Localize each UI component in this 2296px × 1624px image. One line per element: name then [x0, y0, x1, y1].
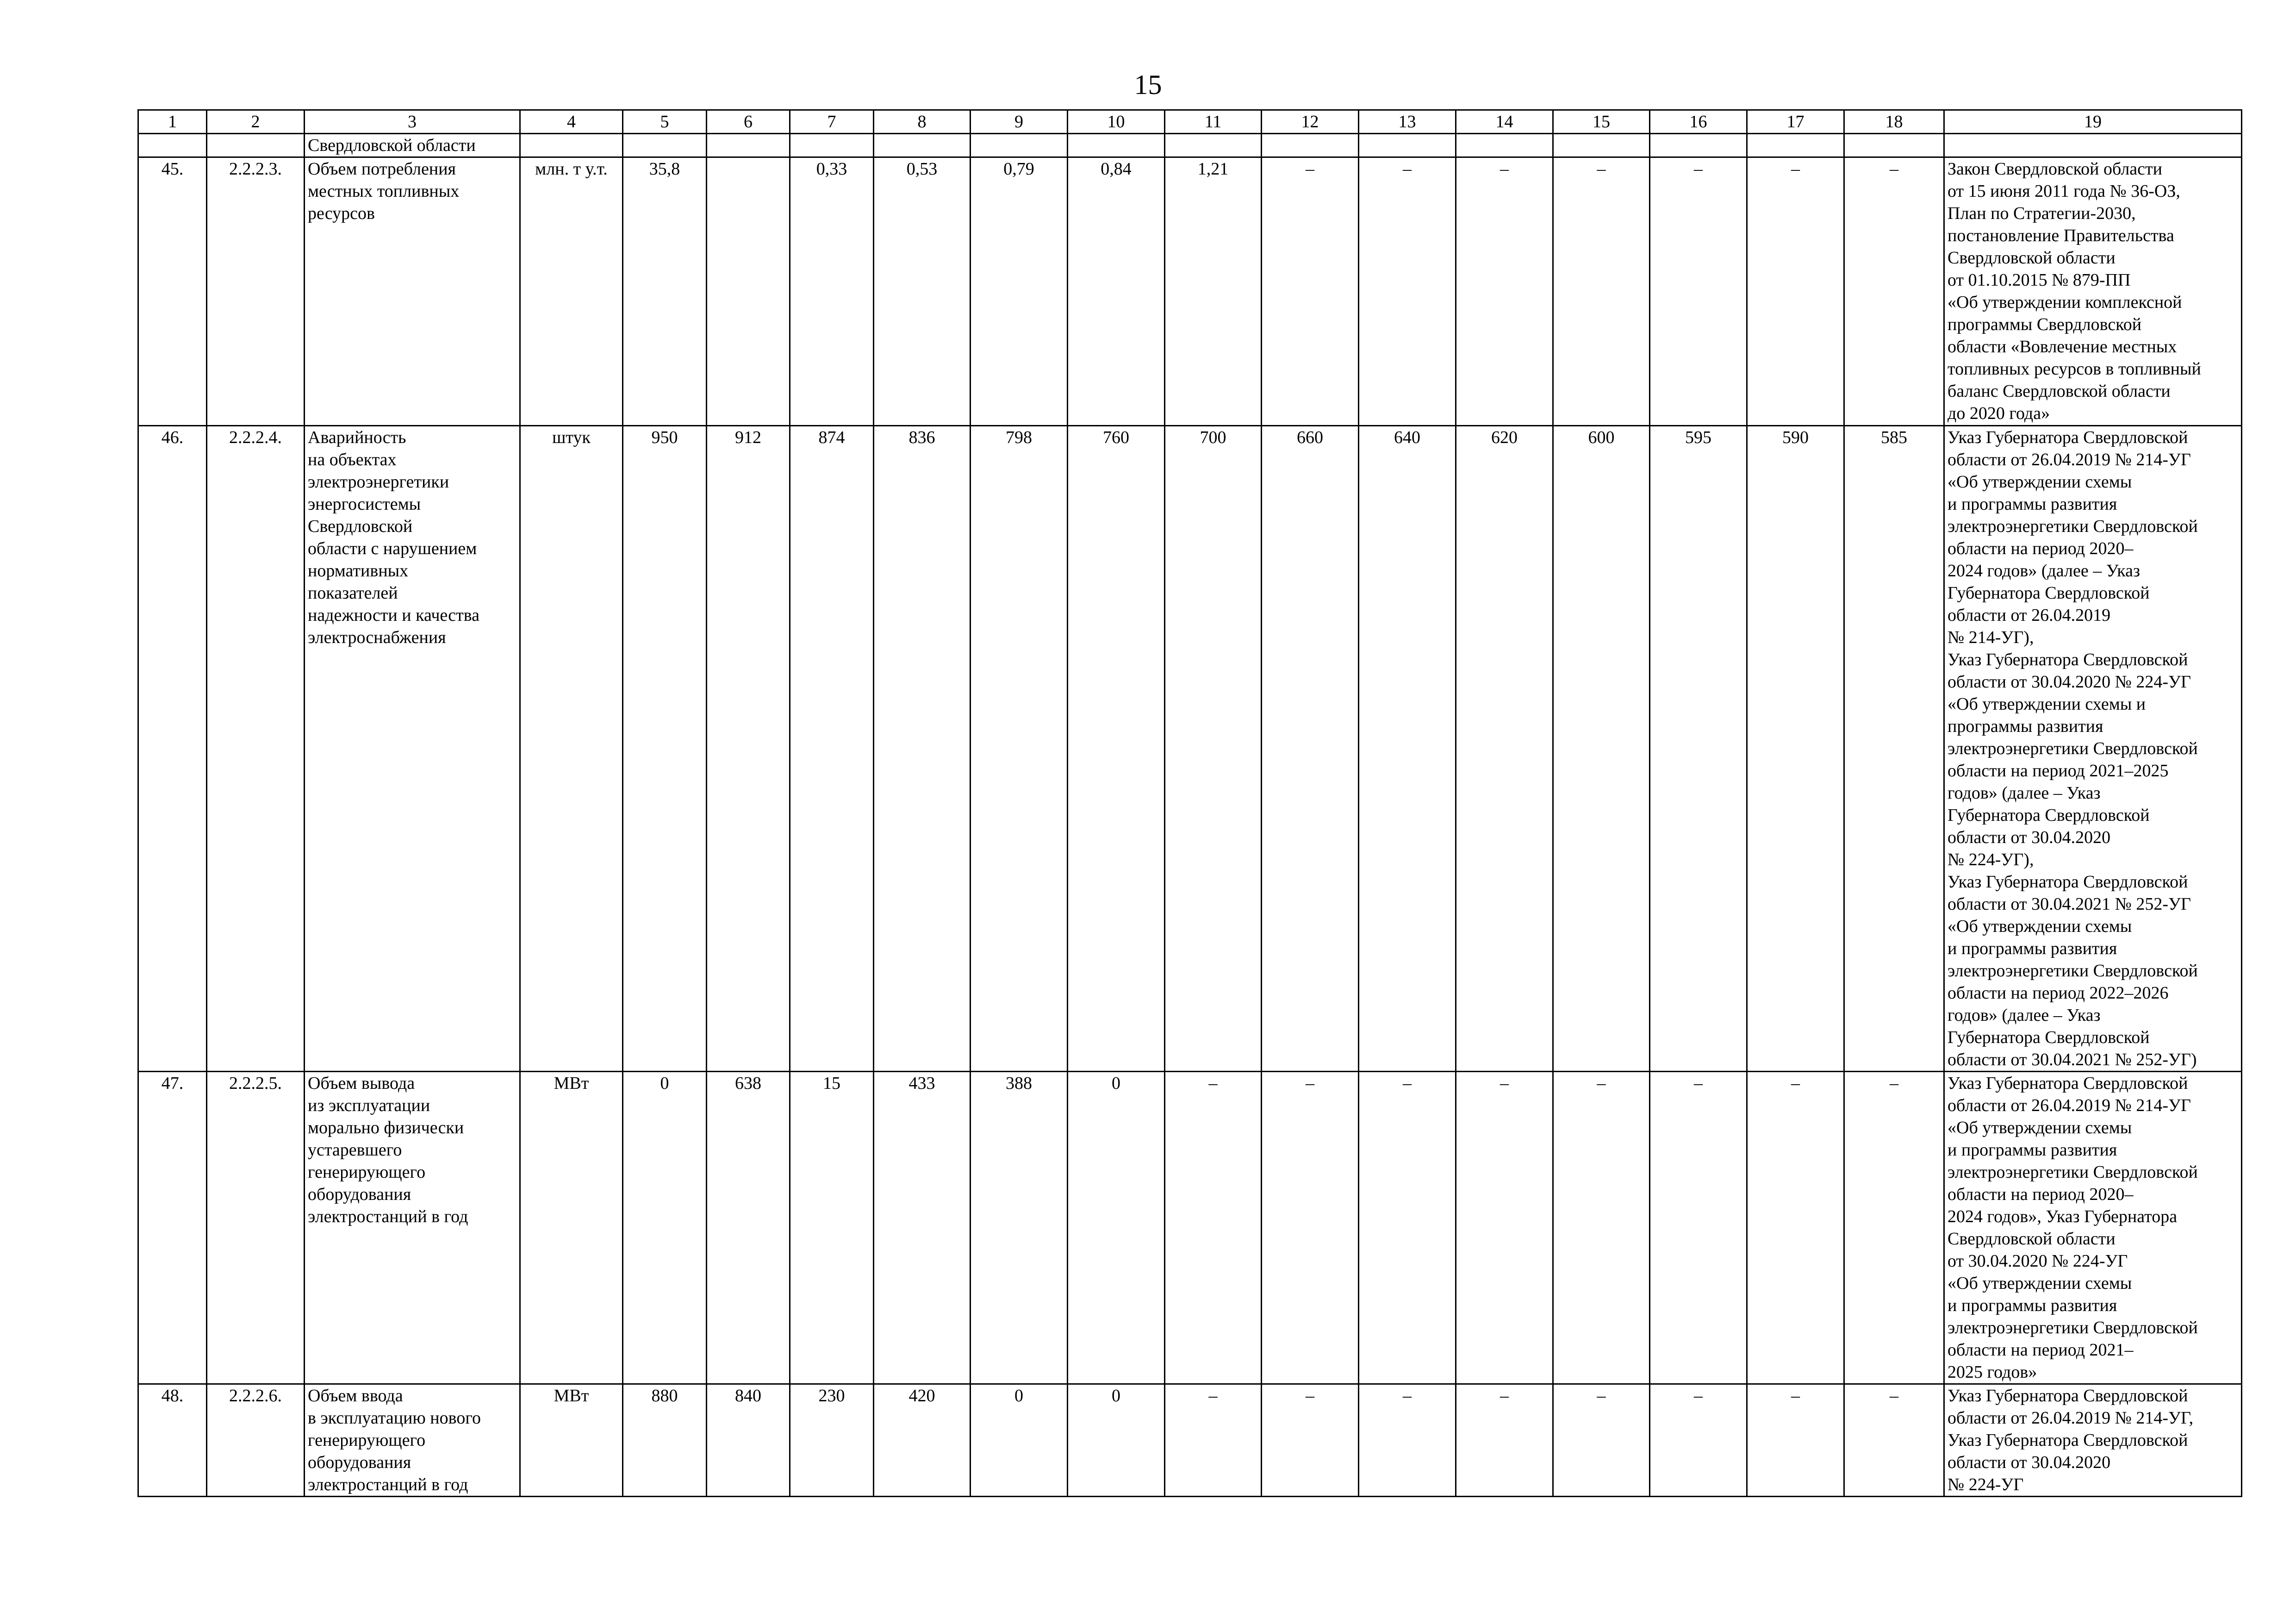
value-cell: 760 — [1068, 426, 1165, 1072]
cell-empty — [138, 134, 207, 157]
indicator-code: 2.2.2.3. — [207, 157, 305, 426]
value-cell: 874 — [790, 426, 874, 1072]
value-cell: – — [1553, 1384, 1650, 1497]
column-number-6: 6 — [707, 110, 790, 134]
value-cell: – — [1456, 1384, 1553, 1497]
indicator-name: Аварийность на объектах электроэнергетики энергосистемы Свердловской области с нарушением нормативных показателей надежности и качества электроснабжения — [305, 426, 520, 1072]
source-document: Указ Губернатора Свердловской области от 26.04.2019 № 214-УГ «Об утверждении схемы и программы развития электроэнергетики Свердловской области на период 2020– 2024 годов» (далее – Указ Губернатора Свердловской области от 26.04.2019 № 214-УГ), Указ Губернатора Свердловской области от 30.04.2020 № 224-УГ «Об утверждении схемы и программы развития электроэнергетики Свердловской области на период 2021–2025 годов» (далее – Указ Губернатора Свердловской области от 30.04.2020 № 224-УГ), Указ Губернатора Свердловской области от 30.04.2021 № 252-УГ «Об утверждении схемы и программы развития электроэнергетики Свердловской области на период 2022–2026 годов» (далее – Указ Губернатора Свердловской области от 30.04.2021 № 252-УГ) — [1944, 426, 2242, 1072]
table-row — [138, 426, 2242, 1072]
value-cell: 700 — [1165, 426, 1262, 1072]
indicator-code: 2.2.2.5. — [207, 1072, 305, 1384]
indicator-table — [137, 109, 2242, 1497]
column-number-19: 19 — [1944, 110, 2242, 134]
indicator-code: 2.2.2.4. — [207, 426, 305, 1072]
row-number: 47. — [138, 1072, 207, 1384]
value-cell: – — [1747, 1072, 1844, 1384]
unit-of-measure: МВт — [520, 1072, 623, 1384]
value-cell: 0,53 — [874, 157, 971, 426]
column-number-18: 18 — [1844, 110, 1944, 134]
column-number-14: 14 — [1456, 110, 1553, 134]
value-cell: 590 — [1747, 426, 1844, 1072]
value-cell: 836 — [874, 426, 971, 1072]
column-number-8: 8 — [874, 110, 971, 134]
value-cell: – — [1747, 1384, 1844, 1497]
column-number-7: 7 — [790, 110, 874, 134]
unit-of-measure: штук — [520, 426, 623, 1072]
value-cell: – — [1747, 157, 1844, 426]
column-number-15: 15 — [1553, 110, 1650, 134]
unit-of-measure: МВт — [520, 1384, 623, 1497]
value-cell: 0 — [623, 1072, 707, 1384]
value-cell: 880 — [623, 1384, 707, 1497]
value-cell: 1,21 — [1165, 157, 1262, 426]
value-cell: – — [1844, 1072, 1944, 1384]
value-cell: 660 — [1262, 426, 1359, 1072]
table-row — [138, 1384, 2242, 1497]
indicator-name: Объем вывода из эксплуатации морально физически устаревшего генерирующего оборудования электростанций в год — [305, 1072, 520, 1384]
value-cell: – — [1262, 1384, 1359, 1497]
unit-of-measure: млн. т у.т. — [520, 157, 623, 426]
value-cell: – — [1456, 1072, 1553, 1384]
value-cell: 912 — [707, 426, 790, 1072]
column-number-16: 16 — [1650, 110, 1747, 134]
source-document: Указ Губернатора Свердловской области от 26.04.2019 № 214-УГ, Указ Губернатора Свердловской области от 30.04.2020 № 224-УГ — [1944, 1384, 2242, 1497]
value-cell: – — [1359, 1384, 1456, 1497]
continuation-row — [138, 134, 2242, 157]
column-number-2: 2 — [207, 110, 305, 134]
value-cell: 638 — [707, 1072, 790, 1384]
value-cell: 0,79 — [971, 157, 1068, 426]
value-cell: 0 — [1068, 1384, 1165, 1497]
value-cell: 15 — [790, 1072, 874, 1384]
indicator-name: Объем ввода в эксплуатацию нового генерирующего оборудования электростанций в год — [305, 1384, 520, 1497]
column-number-row — [138, 110, 2242, 134]
value-cell: 433 — [874, 1072, 971, 1384]
column-number-13: 13 — [1359, 110, 1456, 134]
column-number-3: 3 — [305, 110, 520, 134]
value-cell: – — [1553, 157, 1650, 426]
column-number-17: 17 — [1747, 110, 1844, 134]
value-cell: – — [1359, 1072, 1456, 1384]
value-cell: – — [1650, 1384, 1747, 1497]
value-cell: 798 — [971, 426, 1068, 1072]
row-number: 46. — [138, 426, 207, 1072]
table-row — [138, 1072, 2242, 1384]
value-cell: – — [1165, 1384, 1262, 1497]
cell-empty — [207, 134, 305, 157]
page-number: 15 — [1134, 69, 1162, 100]
value-cell: – — [1844, 1384, 1944, 1497]
indicator-name: Объем потребления местных топливных ресурсов — [305, 157, 520, 426]
value-cell: 0,84 — [1068, 157, 1165, 426]
value-cell: 388 — [971, 1072, 1068, 1384]
column-number-12: 12 — [1262, 110, 1359, 134]
value-cell: – — [1844, 157, 1944, 426]
value-cell: 230 — [790, 1384, 874, 1497]
value-cell: – — [1359, 157, 1456, 426]
value-cell: 35,8 — [623, 157, 707, 426]
value-cell: – — [1262, 157, 1359, 426]
value-cell: – — [1650, 157, 1747, 426]
value-cell: 950 — [623, 426, 707, 1072]
continuation-text: Свердловской области — [305, 134, 520, 157]
column-number-4: 4 — [520, 110, 623, 134]
value-cell: 640 — [1359, 426, 1456, 1072]
value-cell: – — [1456, 157, 1553, 426]
value-cell: – — [1553, 1072, 1650, 1384]
column-number-10: 10 — [1068, 110, 1165, 134]
value-cell: 585 — [1844, 426, 1944, 1072]
value-cell: 595 — [1650, 426, 1747, 1072]
column-number-1: 1 — [138, 110, 207, 134]
column-number-5: 5 — [623, 110, 707, 134]
value-cell: 620 — [1456, 426, 1553, 1072]
value-cell: 0 — [1068, 1072, 1165, 1384]
value-cell — [707, 157, 790, 426]
value-cell: 420 — [874, 1384, 971, 1497]
value-cell: 0,33 — [790, 157, 874, 426]
source-document: Закон Свердловской области от 15 июня 2011 года № 36-ОЗ, План по Стратегии-2030, постановление Правительства Свердловской области от 01.10.2015 № 879-ПП «Об утверждении комплексной программы Свердловской области «Вовлечение местных топливных ресурсов в топливный баланс Свердловской области до 2020 года» — [1944, 157, 2242, 426]
indicator-code: 2.2.2.6. — [207, 1384, 305, 1497]
column-number-9: 9 — [971, 110, 1068, 134]
table-row — [138, 157, 2242, 426]
value-cell: 840 — [707, 1384, 790, 1497]
source-document: Указ Губернатора Свердловской области от 26.04.2019 № 214-УГ «Об утверждении схемы и программы развития электроэнергетики Свердловской области на период 2020– 2024 годов», Указ Губернатора Свердловской области от 30.04.2020 № 224-УГ «Об утверждении схемы и программы развития электроэнергетики Свердловской области на период 2021– 2025 годов» — [1944, 1072, 2242, 1384]
value-cell: – — [1262, 1072, 1359, 1384]
value-cell: 0 — [971, 1384, 1068, 1497]
column-number-11: 11 — [1165, 110, 1262, 134]
value-cell: 600 — [1553, 426, 1650, 1072]
row-number: 45. — [138, 157, 207, 426]
row-number: 48. — [138, 1384, 207, 1497]
value-cell: – — [1650, 1072, 1747, 1384]
value-cell: – — [1165, 1072, 1262, 1384]
